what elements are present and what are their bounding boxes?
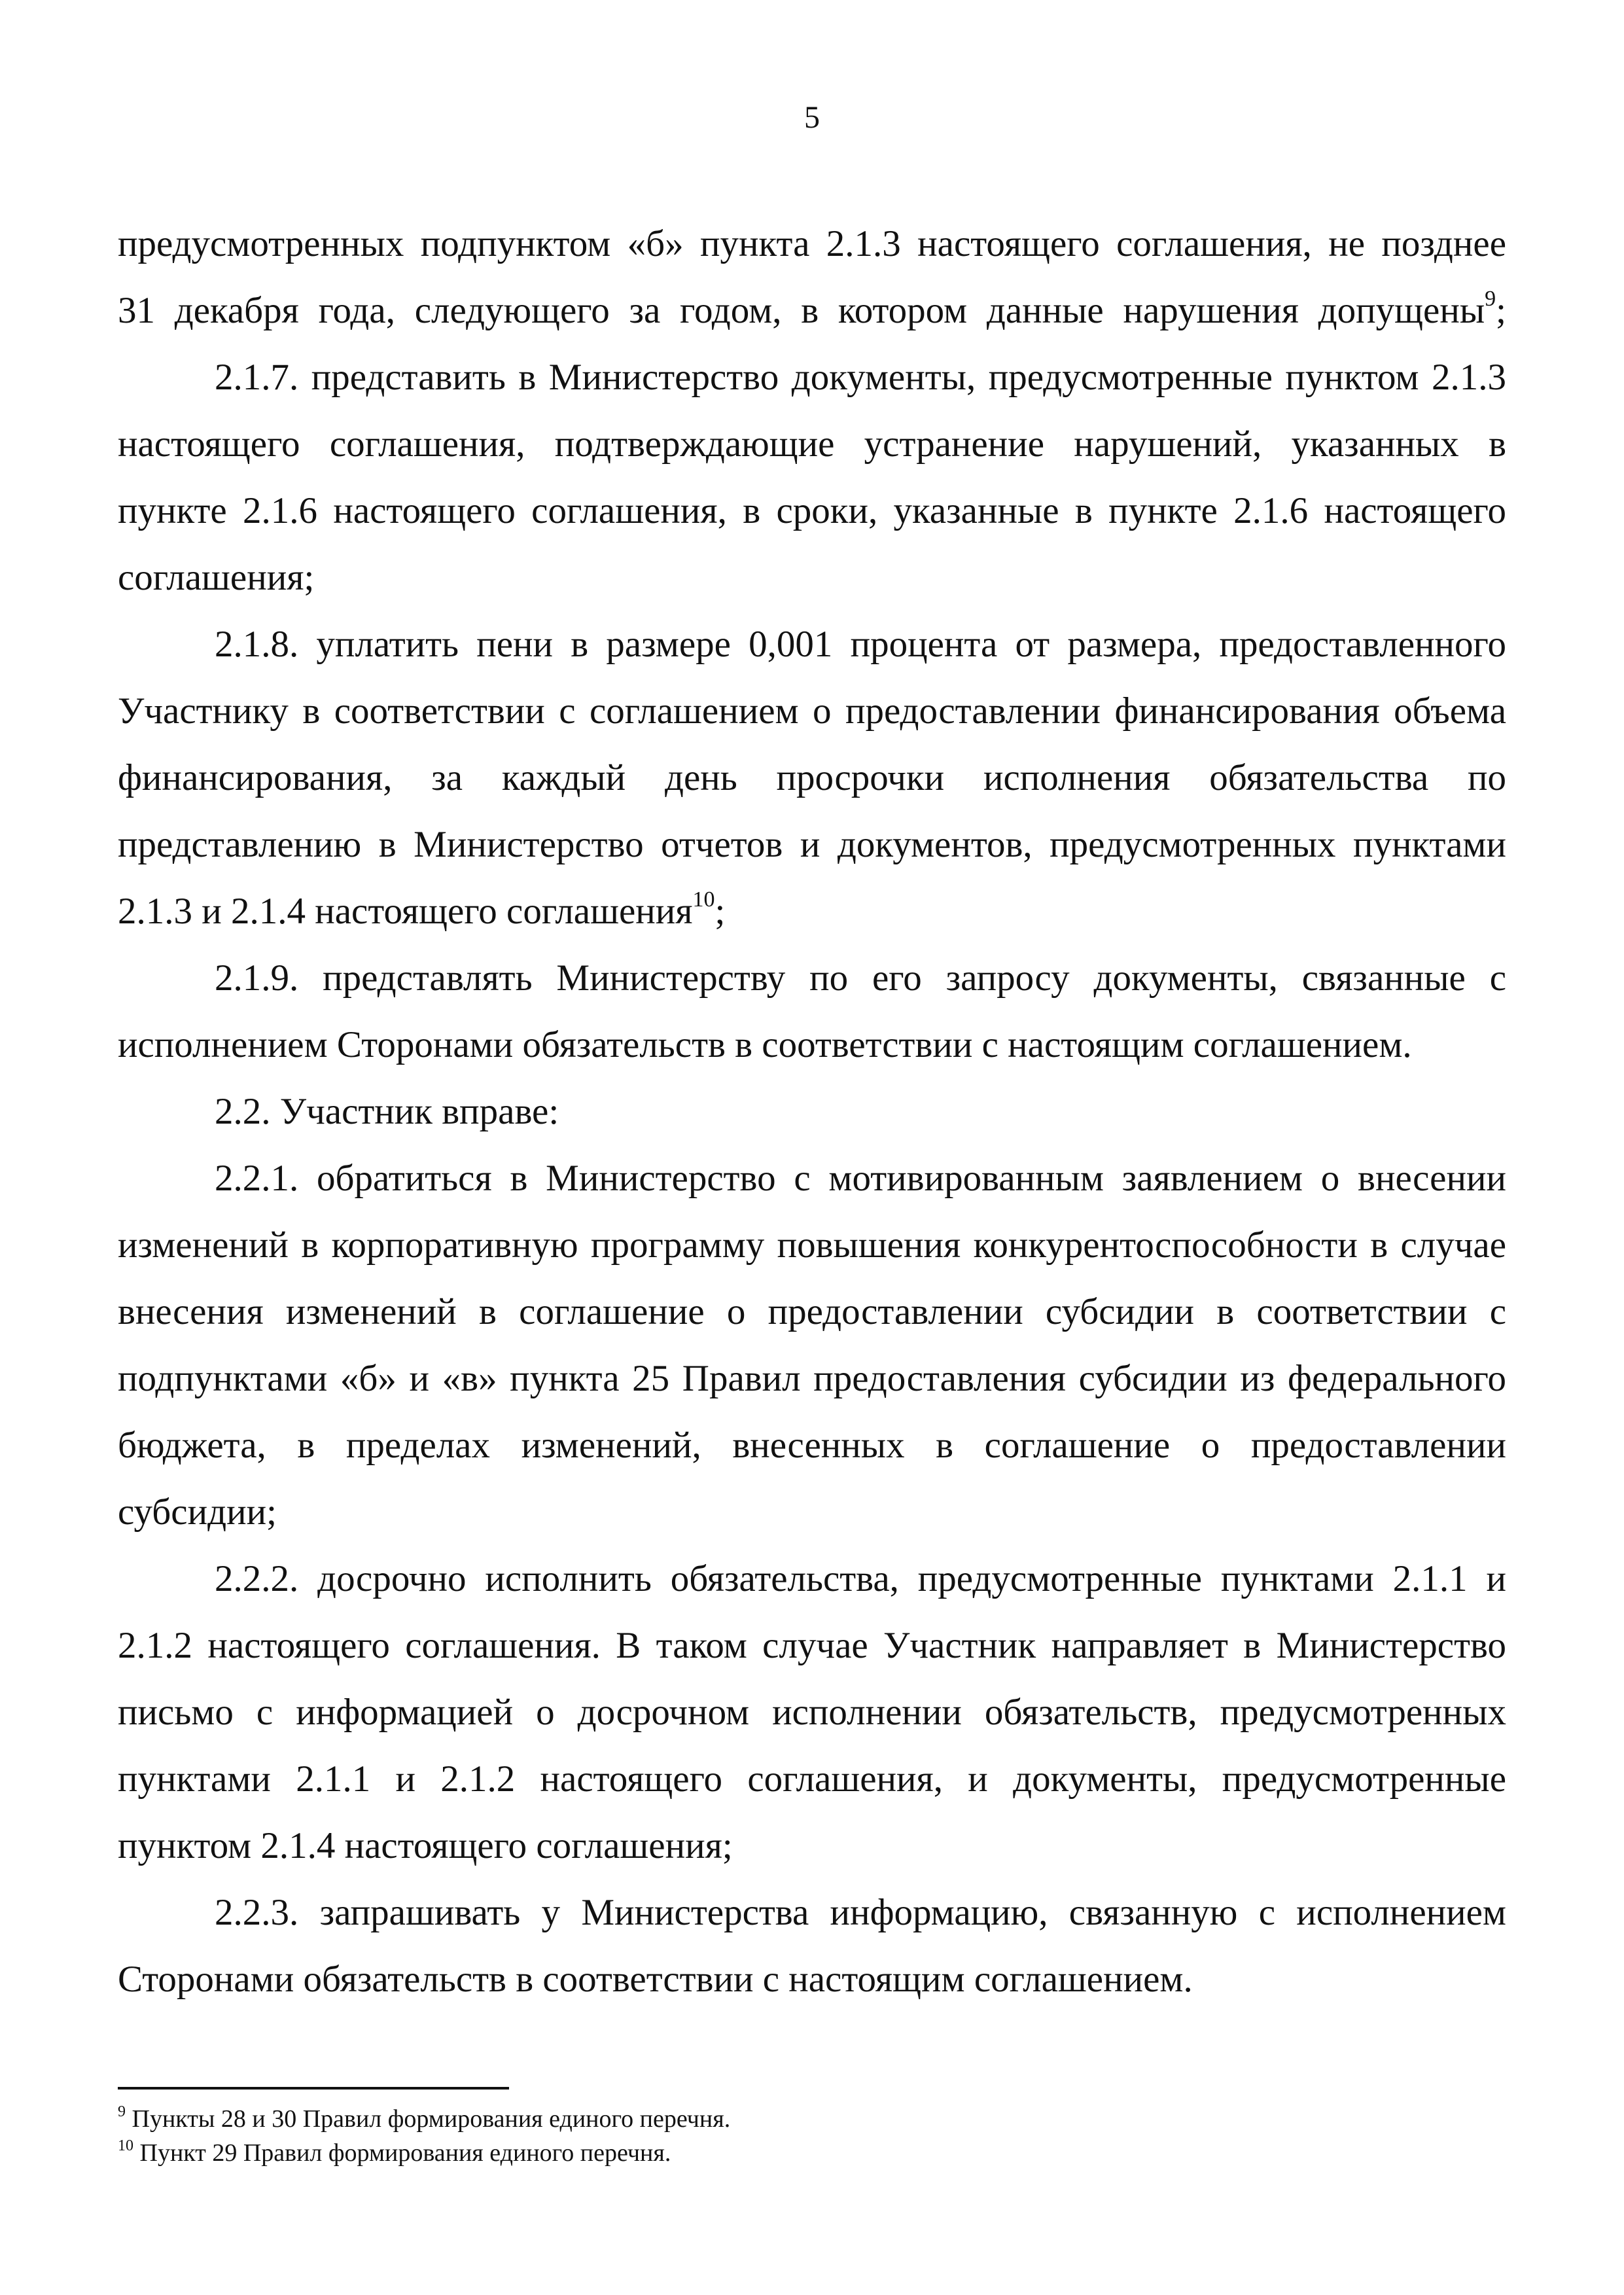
body-line: предусмотренных подпунктом «б» пункта 2.1.3 настоящего соглашения, не позднее <box>118 223 1506 264</box>
paragraph-2-1-9: 2.1.9. представлять Министерству по его запросу документы, связанные с <box>215 957 1506 999</box>
paragraph-2-2-2: 2.2.2. досрочно исполнить обязательства, предусмотренные пунктами 2.1.1 и <box>215 1558 1506 1599</box>
body-line <box>118 878 1506 945</box>
body-line: изменений в корпоративную программу повышения конкурентоспособности в случае <box>118 1224 1506 1266</box>
body-line: пункте 2.1.6 настоящего соглашения, в сроки, указанные в пункте 2.1.6 настоящего <box>118 490 1506 531</box>
footnote-text: Пункты 28 и 30 Правил формирования единого перечня. <box>126 2105 731 2133</box>
paragraph-2-2: 2.2. Участник вправе: <box>215 1091 559 1132</box>
body-line-text: 31 декабря года, следующего за годом, в котором данные нарушения допущены <box>118 290 1485 331</box>
body-line: финансирования, за каждый день просрочки исполнения обязательства по <box>118 757 1506 798</box>
document-body <box>118 211 1506 2013</box>
footnote-separator <box>118 2087 509 2090</box>
body-line <box>118 277 1506 344</box>
footnote-9 <box>118 2102 1506 2136</box>
body-line: подпунктами «б» и «в» пункта 25 Правил предоставления субсидии из федерального <box>118 1358 1506 1399</box>
footnote-ref-10: 10 <box>692 887 715 912</box>
footnote-ref-9: 9 <box>1485 287 1496 311</box>
body-line: пунктами 2.1.1 и 2.1.2 настоящего соглашения, и документы, предусмотренные <box>118 1758 1506 1800</box>
body-line: Участнику в соответствии с соглашением о предоставлении финансирования объема <box>118 690 1506 732</box>
footnote-10 <box>118 2136 1506 2170</box>
footnote-mark: 9 <box>118 2103 126 2120</box>
body-line: соглашения; <box>118 557 315 598</box>
body-line: бюджета, в пределах изменений, внесенных в соглашение о предоставлении <box>118 1425 1506 1466</box>
body-line: Сторонами обязательств в соответствии с настоящим соглашением. <box>118 1959 1193 2000</box>
page-number: 5 <box>804 100 820 135</box>
footnotes <box>118 2102 1506 2170</box>
body-line: письмо с информацией о досрочном исполнении обязательств, предусмотренных <box>118 1692 1506 1733</box>
paragraph-2-2-3: 2.2.3. запрашивать у Министерства информацию, связанную с исполнением <box>215 1892 1506 1933</box>
paragraph-2-1-7: 2.1.7. представить в Министерство документы, предусмотренные пунктом 2.1.3 <box>215 357 1506 398</box>
body-line: пунктом 2.1.4 настоящего соглашения; <box>118 1825 733 1866</box>
body-line-text: 2.1.3 и 2.1.4 настоящего соглашения <box>118 891 693 932</box>
body-line: внесения изменений в соглашение о предоставлении субсидии в соответствии с <box>118 1291 1506 1332</box>
body-line-tail: ; <box>1496 290 1506 331</box>
footnote-text: Пункт 29 Правил формирования единого перечня. <box>133 2139 671 2167</box>
body-line: субсидии; <box>118 1491 277 1533</box>
body-line: представлению в Министерство отчетов и документов, предусмотренных пунктами <box>118 824 1506 865</box>
footnote-mark: 10 <box>118 2137 133 2154</box>
body-line: исполнением Сторонами обязательств в соответствии с настоящим соглашением. <box>118 1024 1412 1065</box>
body-line-tail: ; <box>715 891 726 932</box>
paragraph-2-1-8: 2.1.8. уплатить пени в размере 0,001 процента от размера, предоставленного <box>215 624 1506 665</box>
body-line: настоящего соглашения, подтверждающие устранение нарушений, указанных в <box>118 423 1506 465</box>
body-line: 2.1.2 настоящего соглашения. В таком случае Участник направляет в Министерство <box>118 1625 1506 1666</box>
paragraph-2-2-1: 2.2.1. обратиться в Министерство с мотивированным заявлением о внесении <box>215 1158 1506 1199</box>
